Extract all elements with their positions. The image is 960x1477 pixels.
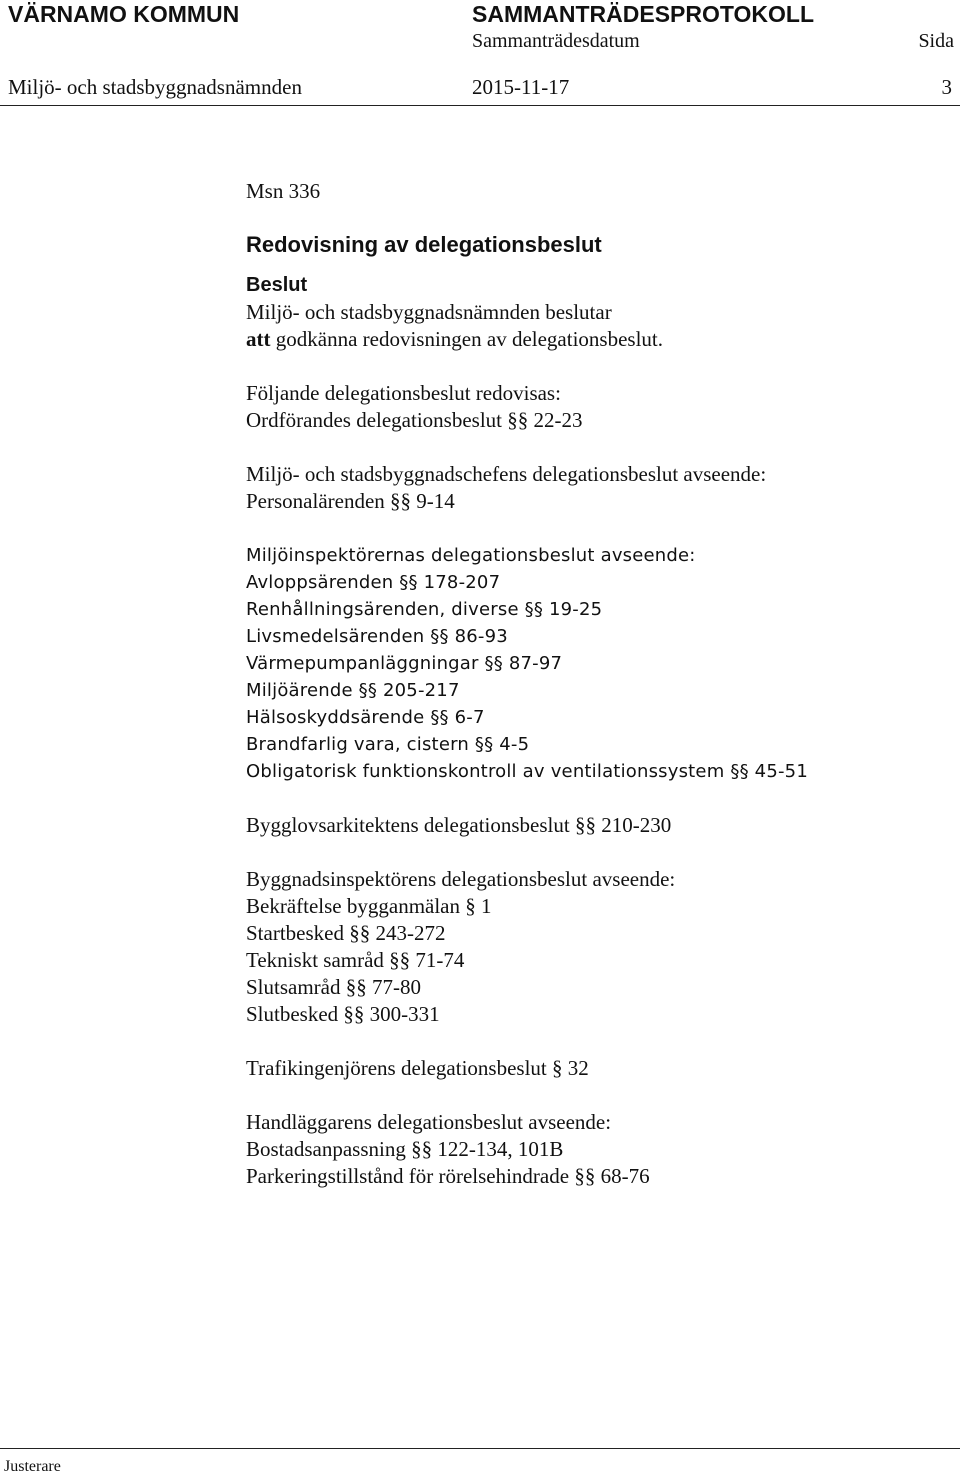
spacer — [246, 1082, 946, 1109]
list-item: Slutbesked §§ 300-331 — [246, 1002, 440, 1026]
adjuster-label: Justerare — [4, 1458, 61, 1475]
list-item: Miljöärende §§ 205-217 — [246, 680, 460, 701]
officer-heading: Handläggarens delegationsbeslut avseende: — [246, 1110, 612, 1134]
list-item: Livsmedelsärenden §§ 86-93 — [246, 626, 508, 647]
spacer — [246, 515, 946, 542]
spacer — [246, 353, 946, 380]
building-heading: Byggnadsinspektörens delegationsbeslut avseende: — [246, 867, 676, 891]
chief-heading: Miljö- och stadsbyggnadschefens delegationsbeslut avseende: — [246, 462, 767, 486]
minutes-body — [246, 176, 946, 1190]
footer-divider — [0, 1448, 960, 1449]
decision-text: godkänna redovisningen av delegationsbeslut. — [270, 327, 663, 351]
spacer — [246, 839, 946, 866]
list-item: Bostadsanpassning §§ 122-134, 101B — [246, 1137, 564, 1161]
list-item: Parkeringstillstånd för rörelsehindrade §§ 68-76 — [246, 1164, 650, 1188]
att-keyword: att — [246, 327, 271, 351]
committee-name: Miljö- och stadsbyggnadsnämnden — [8, 75, 302, 99]
section-title: Redovisning av delegationsbeslut — [246, 232, 602, 257]
section-number: Msn 336 — [246, 179, 321, 203]
decision-att-line — [246, 326, 946, 353]
organization-name: VÄRNAMO KOMMUN — [8, 1, 240, 27]
meeting-date: 2015-11-17 — [472, 75, 570, 99]
spacer — [246, 1028, 946, 1055]
architect-decisions: Bygglovsarkitektens delegationsbeslut §§ 210-230 — [246, 813, 672, 837]
list-item: Personalärenden §§ 9-14 — [246, 489, 455, 513]
list-item: Tekniskt samråd §§ 71-74 — [246, 948, 465, 972]
date-label: Sammanträdesdatum — [472, 30, 640, 52]
header-divider — [0, 105, 960, 106]
decision-line: Miljö- och stadsbyggnadsnämnden beslutar — [246, 300, 612, 324]
list-item: Obligatorisk funktionskontroll av ventilationssystem §§ 45-51 — [246, 761, 808, 782]
list-item: Slutsamråd §§ 77-80 — [246, 975, 421, 999]
reported-heading: Följande delegationsbeslut redovisas: — [246, 381, 561, 405]
list-item: Brandfarlig vara, cistern §§ 4-5 — [246, 734, 530, 755]
document-type: SAMMANTRÄDESPROTOKOLL — [472, 1, 815, 27]
page-label: Sida — [918, 30, 954, 52]
spacer — [246, 434, 946, 461]
spacer — [246, 785, 946, 812]
list-item: Hälsoskyddsärende §§ 6-7 — [246, 707, 485, 728]
list-item: Avloppsärenden §§ 178-207 — [246, 572, 501, 593]
list-item: Startbesked §§ 243-272 — [246, 921, 446, 945]
decision-heading: Beslut — [246, 274, 308, 296]
list-item: Värmepumpanläggningar §§ 87-97 — [246, 653, 563, 674]
inspectors-heading: Miljöinspektörernas delegationsbeslut avseende: — [246, 545, 696, 566]
list-item: Bekräftelse bygganmälan § 1 — [246, 894, 492, 918]
chair-decisions: Ordförandes delegationsbeslut §§ 22-23 — [246, 408, 583, 432]
traffic-decisions: Trafikingenjörens delegationsbeslut § 32 — [246, 1056, 589, 1080]
list-item: Renhållningsärenden, diverse §§ 19-25 — [246, 599, 603, 620]
page-number: 3 — [941, 75, 952, 99]
